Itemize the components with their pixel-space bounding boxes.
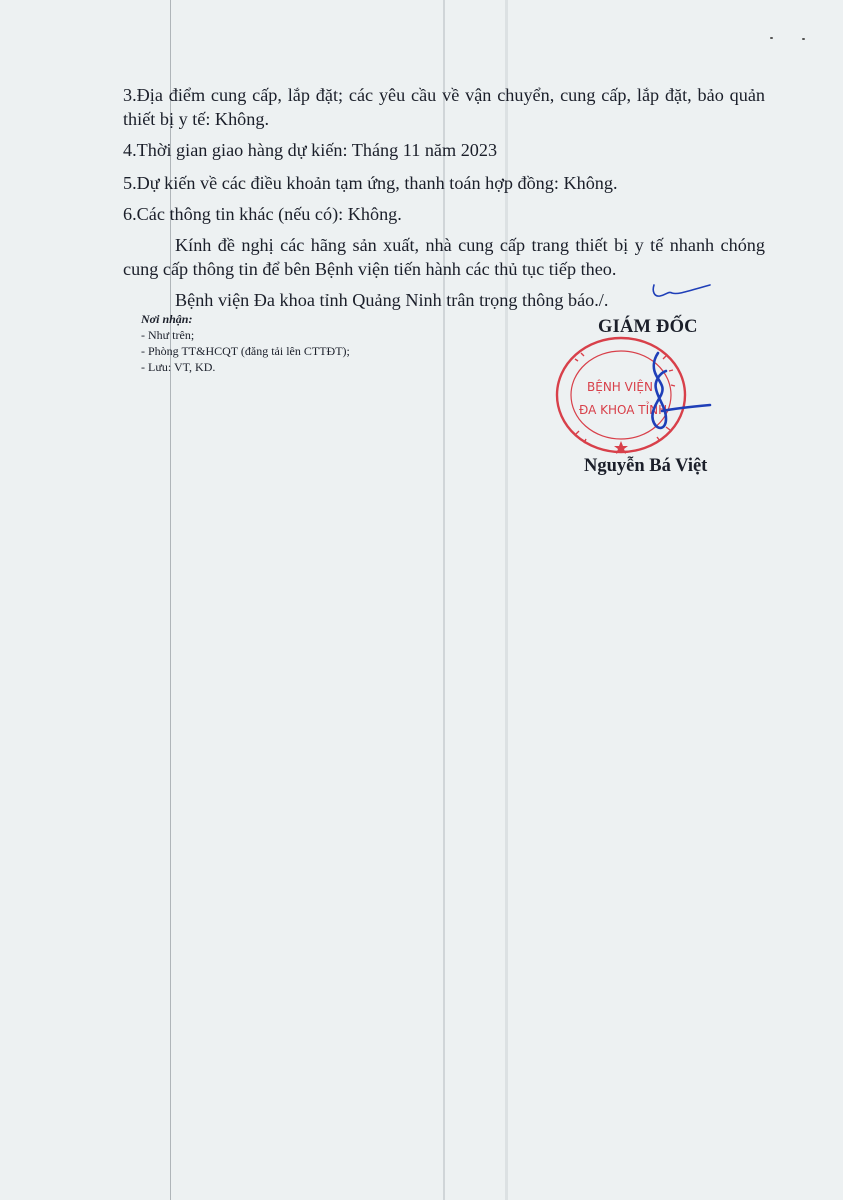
recipient-line: - Lưu: VT, KD. — [141, 360, 216, 374]
recipient-line: - Phòng TT&HCQT (đăng tải lên CTTĐT); — [141, 344, 350, 358]
recipient-line: - Như trên; — [141, 328, 195, 342]
closing-line: Bệnh viện Đa khoa tỉnh Quảng Ninh trân trọng thông báo./. — [175, 290, 609, 310]
seal-text-line: ĐA KHOA TỈNH — [579, 403, 668, 417]
scan-speck — [802, 38, 805, 40]
recipients-heading: Nơi nhận: — [141, 312, 193, 326]
signer-name: Nguyễn Bá Việt — [584, 456, 708, 476]
recipients-block — [141, 311, 350, 375]
handwritten-signature-icon — [610, 345, 715, 455]
signature-title: GIÁM ĐỐC — [598, 317, 698, 337]
item-5-text: 5.Dự kiến về các điều khoản tạm ứng, thanh toán hợp đồng: Không. — [123, 173, 618, 193]
item-4-text: 4.Thời gian giao hàng dự kiến: Tháng 11 năm 2023 — [123, 140, 498, 160]
seal-text-line: BỆNH VIỆN — [587, 380, 653, 394]
request-paragraph: Kính đề nghị các hãng sản xuất, nhà cung cấp trang thiết bị y tế nhanh chóng cung cấp thông tin để bên Bệnh viện tiến hành các thủ tục tiếp theo. — [123, 235, 765, 279]
scan-speck — [770, 37, 773, 39]
item-3-text: 3.Địa điểm cung cấp, lắp đặt; các yêu cầu về vận chuyển, cung cấp, lắp đặt, bảo quản thiết bị y tế: Không. — [123, 85, 765, 129]
item-6-text: 6.Các thông tin khác (nếu có): Không. — [123, 204, 402, 224]
initials-mark-icon — [648, 281, 716, 303]
